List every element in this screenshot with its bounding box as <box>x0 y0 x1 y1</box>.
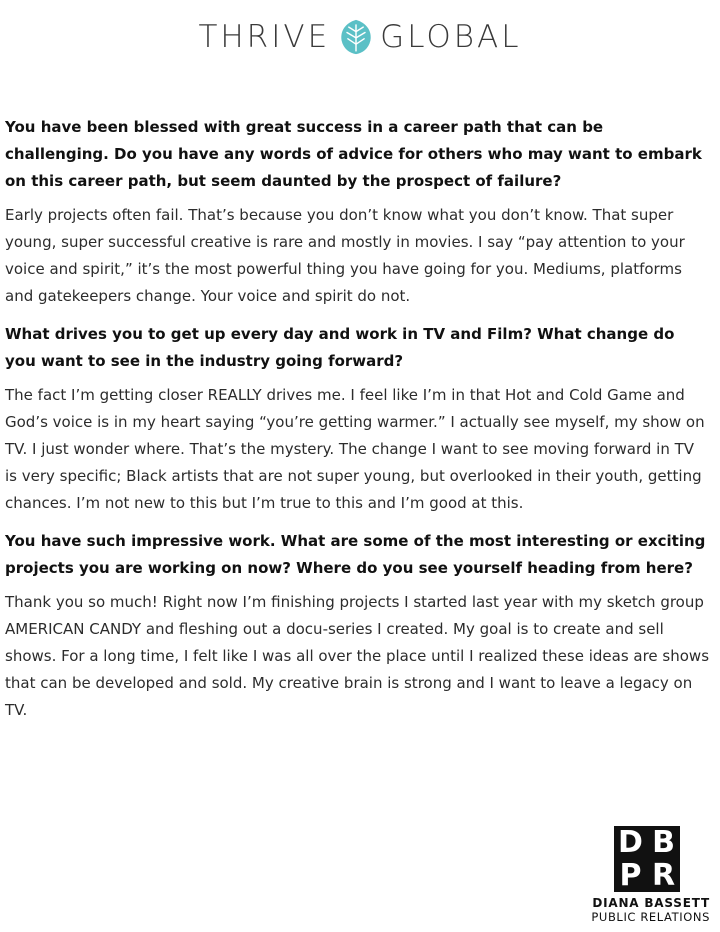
interview-question-2: What drives you to get up every day and work in TV and Film? What change do you want to see in the industry going forward? <box>5 325 675 370</box>
thrive-global-logo <box>0 14 720 60</box>
brand-word-right: GLOBAL <box>380 18 522 55</box>
interview-question-3: You have such impressive work. What are some of the most interesting or exciting projects you are working on now? Where do you see yourself heading from here? <box>5 532 706 577</box>
interview-answer-3: Thank you so much! Right now I’m finishing projects I started last year with my sketch group AMERICAN CANDY and fleshing out a docu-series I created. My goal is to create and sell shows. For a long time, I felt like I was all over the place until I realized these ideas are shows that can be developed and sold. My creative brain is strong and I want to leave a legacy on TV. <box>5 593 710 719</box>
dbpr-monogram <box>614 826 680 892</box>
brand-word-left: THRIVE <box>198 18 331 55</box>
dbpr-logo <box>591 824 710 924</box>
monogram-letter: P <box>619 857 642 893</box>
firm-subtitle: PUBLIC RELATIONS <box>591 910 710 924</box>
monogram-letter: R <box>651 857 676 893</box>
interview-body <box>5 114 710 724</box>
monogram-letter: D <box>618 824 643 860</box>
firm-name: DIANA BASSETT <box>592 896 710 910</box>
interview-answer-2: The fact I’m getting closer REALLY drives me. I feel like I’m in that Hot and Cold Game and God’s voice is in my heart saying “you’re getting warmer.” I actually see myself, my show on TV. I just wonder where. That’s the mystery. The change I want to see moving forward in TV is very specific; Black artists that are not super young, but overlooked in their youth, getting chances. I’m not new to this but I’m true to this and I’m good at this. <box>5 386 705 512</box>
interview-question-1: You have been blessed with great success in a career path that can be challenging. Do you have any words of advice for others who may want to embark on this career path, but seem daunted by the prospect of failure? <box>5 118 702 190</box>
interview-answer-1: Early projects often fail. That’s because you don’t know what you don’t know. That super young, super successful creative is rare and mostly in movies. I say “pay attention to your voice and spirit,” it’s the most powerful thing you have going for you. Mediums, platforms and gatekeepers change. Your voice and spirit do not. <box>5 206 685 305</box>
monogram-letter: B <box>652 824 675 860</box>
leaf-icon <box>338 19 374 55</box>
